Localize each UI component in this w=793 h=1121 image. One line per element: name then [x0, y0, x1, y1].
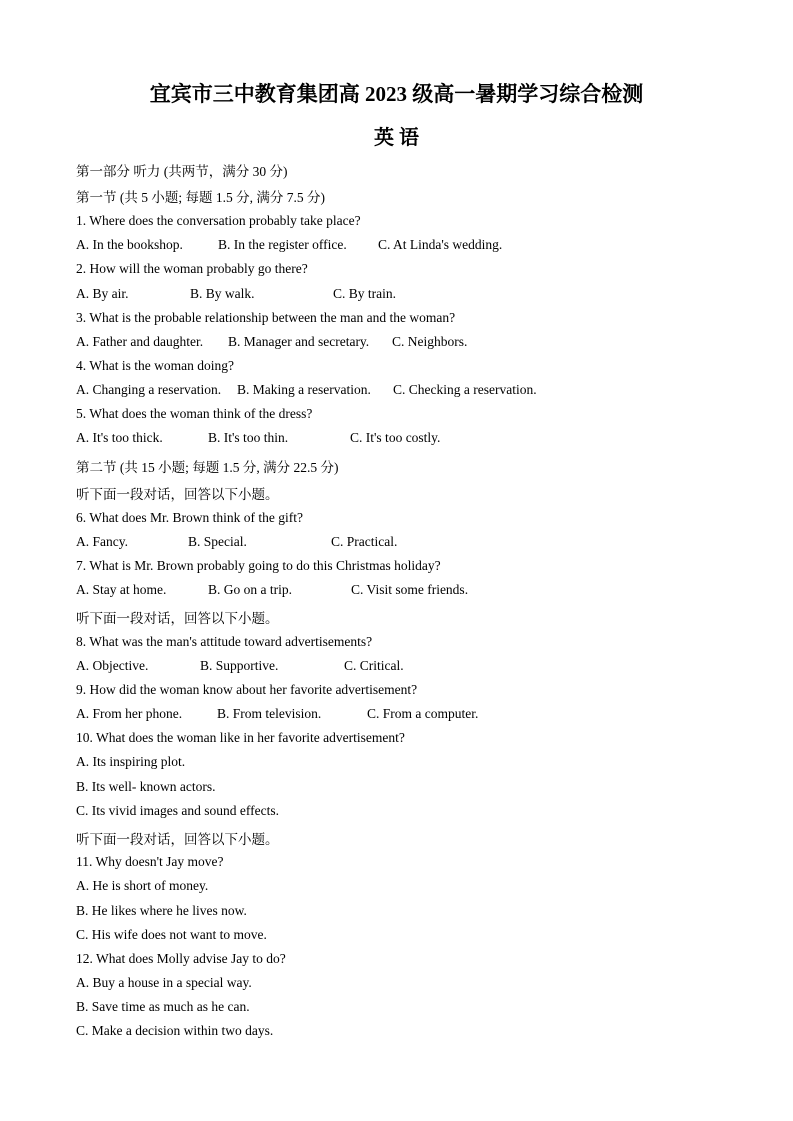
- instruction: 听下面一段对话，回答以下小题。: [76, 487, 279, 502]
- question-7: 7. What is Mr. Brown probably going to do this Christmas holiday?: [76, 558, 441, 573]
- part1-heading: 第一部分 听力 (共两节，满分 30 分): [76, 164, 288, 179]
- option-c: C. At Linda's wedding.: [378, 237, 503, 252]
- option-b: B. By walk.: [190, 286, 255, 301]
- option-a: A. Objective.: [76, 658, 149, 673]
- option-a: A. From her phone.: [76, 706, 183, 721]
- option-a: A. Its inspiring plot.: [76, 754, 186, 769]
- option-c: C. Critical.: [344, 658, 404, 673]
- option-b: B. Manager and secretary.: [228, 334, 370, 349]
- option-a: A. It's too thick.: [76, 430, 163, 445]
- option-a: A. Stay at home.: [76, 582, 167, 597]
- question-4: 4. What is the woman doing?: [76, 358, 234, 373]
- question-1: 1. Where does the conversation probably take place?: [76, 213, 361, 228]
- question-3: 3. What is the probable relationship between the man and the woman?: [76, 310, 456, 325]
- option-c: C. Visit some friends.: [351, 582, 469, 597]
- question-7-options: [76, 582, 776, 600]
- question-5-options: [76, 430, 776, 448]
- question-10: 10. What does the woman like in her favorite advertisement?: [76, 730, 405, 745]
- question-9: 9. How did the woman know about her favorite advertisement?: [76, 682, 418, 697]
- option-c: C. It's too costly.: [350, 430, 441, 445]
- instruction: 听下面一段对话，回答以下小题。: [76, 832, 279, 847]
- option-b: B. In the register office.: [218, 237, 347, 252]
- option-b: B. Its well- known actors.: [76, 779, 216, 794]
- question-3-options: [76, 334, 776, 352]
- option-c: C. By train.: [333, 286, 396, 301]
- option-c: C. Checking a reservation.: [393, 382, 537, 397]
- option-c: C. Practical.: [331, 534, 398, 549]
- instruction: 听下面一段对话，回答以下小题。: [76, 611, 279, 626]
- option-c: C. His wife does not want to move.: [76, 927, 267, 942]
- question-11: 11. Why doesn't Jay move?: [76, 854, 224, 869]
- question-6-options: [76, 534, 776, 552]
- question-12: 12. What does Molly advise Jay to do?: [76, 951, 286, 966]
- question-2: 2. How will the woman probably go there?: [76, 261, 308, 276]
- option-b: B. It's too thin.: [208, 430, 289, 445]
- exam-title: 宜宾市三中教育集团高 2023 级高一暑期学习综合检测: [149, 82, 644, 106]
- question-6: 6. What does Mr. Brown think of the gift?: [76, 510, 303, 525]
- option-a: A. He is short of money.: [76, 878, 209, 893]
- option-b: B. Making a reservation.: [237, 382, 371, 397]
- option-b: B. Save time as much as he can.: [76, 999, 250, 1014]
- subject-title: 英 语: [374, 127, 419, 149]
- option-b: B. He likes where he lives now.: [76, 903, 247, 918]
- option-b: B. Special.: [188, 534, 247, 549]
- option-b: B. Supportive.: [200, 658, 279, 673]
- option-c: C. Its vivid images and sound effects.: [76, 803, 279, 818]
- option-a: A. In the bookshop.: [76, 237, 183, 252]
- option-b: B. From television.: [217, 706, 322, 721]
- option-a: A. Father and daughter.: [76, 334, 204, 349]
- question-5: 5. What does the woman think of the dress?: [76, 406, 313, 421]
- section1-heading: 第一节 (共 5 小题; 每题 1.5 分, 满分 7.5 分): [76, 190, 325, 205]
- question-1-options: [76, 237, 776, 255]
- option-a: A. Buy a house in a special way.: [76, 975, 252, 990]
- section2-heading: 第二节 (共 15 小题; 每题 1.5 分, 满分 22.5 分): [76, 460, 339, 475]
- option-a: A. By air.: [76, 286, 129, 301]
- question-9-options: [76, 706, 776, 724]
- option-c: C. Neighbors.: [392, 334, 468, 349]
- option-a: A. Changing a reservation.: [76, 382, 222, 397]
- question-4-options: [76, 382, 776, 400]
- option-b: B. Go on a trip.: [208, 582, 292, 597]
- option-c: C. From a computer.: [367, 706, 479, 721]
- option-c: C. Make a decision within two days.: [76, 1023, 274, 1038]
- question-8-options: [76, 658, 776, 676]
- question-8: 8. What was the man's attitude toward advertisements?: [76, 634, 373, 649]
- option-a: A. Fancy.: [76, 534, 128, 549]
- question-2-options: [76, 286, 776, 304]
